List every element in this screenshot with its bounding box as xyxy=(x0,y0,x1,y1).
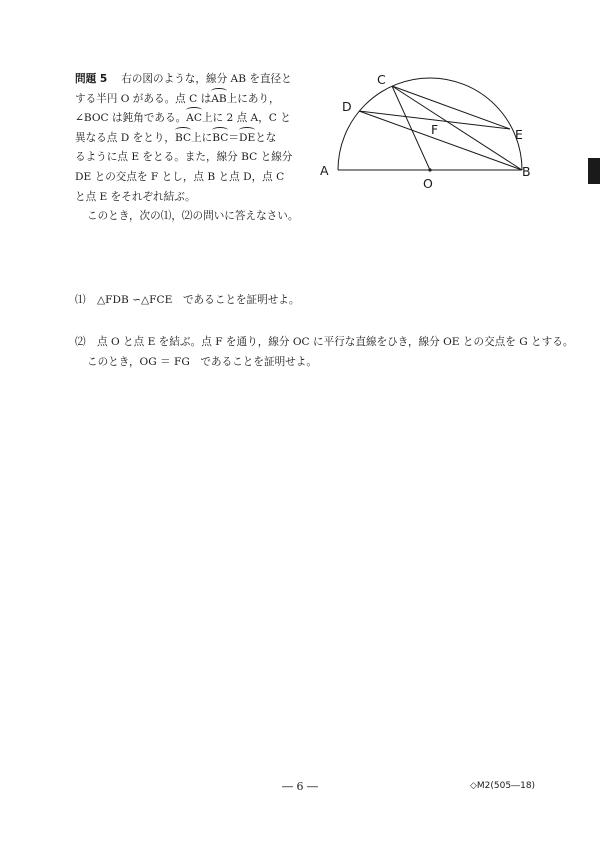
label-a: A xyxy=(320,163,329,178)
arc-ab: AB xyxy=(211,90,226,110)
problem-line-6: DE との交点を F とし，点 B と点 D，点 C xyxy=(75,170,285,183)
semicircle-arc xyxy=(338,78,522,170)
arc-de: DE xyxy=(239,129,255,149)
problem-statement xyxy=(75,70,303,227)
question-2-number: ⑵ xyxy=(75,336,86,348)
label-o: O xyxy=(423,176,433,191)
problem-line-8: このとき，次の⑴，⑵の問いに答えなさい。 xyxy=(87,210,299,223)
arc-ac: AC xyxy=(186,109,202,129)
center-point-o xyxy=(428,168,431,171)
problem-line-4: 異なる点 D をとり，BC上にBC＝DEとな xyxy=(75,129,303,149)
label-b: B xyxy=(522,164,531,179)
question-2-text: 点 O と点 E を結ぶ。点 F を通り，線分 OC に平行な直線をひき，線分 OE との交点を G とする。 xyxy=(97,336,574,348)
problem-line-1: 問題 5 右の図のような，線分 AB を直径と xyxy=(75,73,292,85)
problem-title: 問題 5 xyxy=(75,73,108,85)
problem-line-2: する半円 O がある。点 C はAB上にあり， xyxy=(75,90,303,110)
label-d: D xyxy=(342,99,352,114)
label-e: E xyxy=(515,127,523,142)
question-1 xyxy=(75,290,299,310)
label-f: F xyxy=(431,122,439,137)
arc-bc-1: BC xyxy=(175,129,191,149)
semicircle-diagram xyxy=(312,66,544,196)
question-2 xyxy=(75,332,573,372)
question-1-number: ⑴ xyxy=(75,294,86,306)
label-c: C xyxy=(377,72,386,87)
segment-bd xyxy=(359,111,522,170)
arc-bc-2: BC xyxy=(212,129,228,149)
problem-line-5: るように点 E をとる。また，線分 BC と線分 xyxy=(75,151,293,164)
edge-tab-marker xyxy=(588,158,600,184)
question-2-continuation: このとき，OG ＝ FG であることを証明せよ。 xyxy=(87,356,317,368)
problem-line-3: ∠BOC は鈍角である。AC上に 2 点 A，C と xyxy=(75,109,303,129)
problem-line-7: と点 E をそれぞれ結ぶ。 xyxy=(75,190,196,203)
exam-code: ◇M2(505―18) xyxy=(470,781,536,791)
page-number: ― 6 ― xyxy=(282,780,318,793)
question-1-text: △FDB ∽△FCE であることを証明せよ。 xyxy=(97,294,300,306)
segment-ce xyxy=(392,86,510,129)
